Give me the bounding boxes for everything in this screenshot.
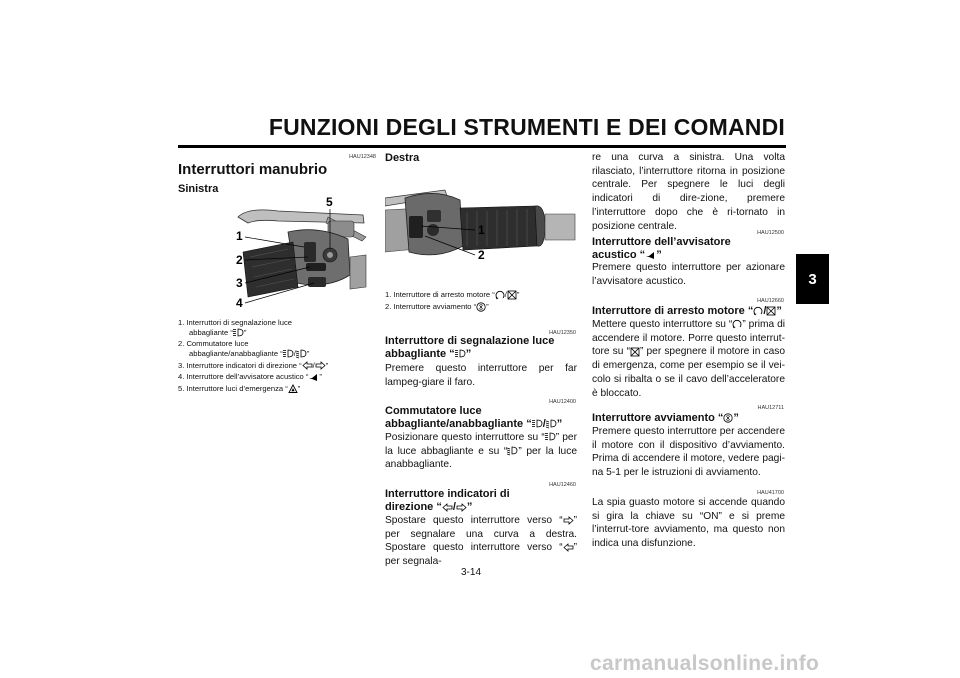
caption-item: 5. Interruttore luci d’emergenza “ ” bbox=[178, 384, 301, 394]
horn-icon bbox=[645, 250, 656, 260]
section-code: HAU12460 bbox=[549, 482, 576, 488]
figure-label: 4 bbox=[236, 296, 243, 310]
engine-stop-icon bbox=[507, 290, 517, 300]
section-code: HAU12711 bbox=[757, 405, 784, 411]
caption-item: 1. Interruttori di segnalazione luce bbox=[178, 318, 292, 327]
caption-item: abbagliante/anabbagliante “ / ” bbox=[189, 348, 310, 358]
low-beam-icon bbox=[507, 446, 518, 456]
section-code: HAU12350 bbox=[549, 330, 576, 336]
caption-item: 2. Interruttore avviamento “ ” bbox=[385, 302, 489, 311]
figure-label: 2 bbox=[236, 253, 243, 267]
section-code: HAU12400 bbox=[549, 399, 576, 405]
section-body: Spostare questo interruttore verso “ ” per segnalare una curva a destra. Spostare questo interruttore verso “ ” per segnala- bbox=[385, 515, 577, 568]
turn-left-icon bbox=[442, 503, 453, 512]
section-body: Premere questo interruttore per far lampeg-giare il faro. bbox=[385, 363, 577, 388]
section-body: Premere questo interruttore per azionare l’avvisatore acustico. bbox=[592, 262, 785, 287]
low-beam-icon bbox=[296, 349, 307, 359]
caption-item: 1. Interruttore di arresto motore “ / ” bbox=[385, 290, 520, 299]
turn-left-icon bbox=[302, 361, 313, 370]
high-beam-icon bbox=[283, 349, 294, 359]
low-beam-icon bbox=[546, 419, 557, 429]
left-handlebar-illustration bbox=[178, 197, 368, 313]
section-body: Mettere questo interruttore su “ ” prima di accendere il motore. Porre questo interrut-tore su “ ” per spegnere il motore in caso di emergenza, come per esempio se il vei-colo si ribalta o se il cavo dell’acceleratore è bloccato. bbox=[592, 319, 785, 399]
caption-item: 4. Interruttore dell’avvisatore acustico “ ” bbox=[178, 372, 322, 382]
caption-item: 2. Commutatore luce bbox=[178, 339, 249, 349]
section-code: HAU41700 bbox=[757, 490, 784, 496]
page-number: 3-14 bbox=[461, 567, 482, 578]
section-body: Premere questo interruttore per accendere il motore con il dispositivo d’avviamento. Prima di accendere il motore, vedere pagi-na 5-1 per le istruzioni di avviamento. bbox=[592, 426, 785, 479]
section-heading: Interruttore di arresto motore “ / ” bbox=[592, 305, 782, 317]
section-heading: Interruttore avviamento “ ” bbox=[592, 412, 739, 424]
section-heading: Interruttore di segnalazione luce abbagliante “ ” bbox=[385, 335, 555, 360]
caption-item: 3. Interruttore indicatori di direzione “ / ” bbox=[178, 360, 329, 370]
turn-right-icon bbox=[315, 361, 326, 370]
figure-caption-list bbox=[385, 290, 580, 312]
figure-label: 1 bbox=[478, 223, 485, 237]
figure-label: 1 bbox=[236, 229, 243, 243]
page-header-title: FUNZIONI DEGLI STRUMENTI E DEI COMANDI bbox=[268, 114, 785, 140]
start-icon bbox=[476, 302, 486, 312]
high-beam-icon bbox=[455, 349, 466, 359]
section-code: HAU12500 bbox=[757, 230, 784, 236]
chapter-tab: 3 bbox=[796, 254, 829, 304]
high-beam-icon bbox=[233, 328, 244, 337]
figure-label: 5 bbox=[326, 197, 333, 209]
horn-icon bbox=[308, 372, 319, 382]
start-icon bbox=[723, 413, 733, 423]
figure-label: 3 bbox=[236, 276, 243, 290]
figure-label: 2 bbox=[478, 248, 485, 262]
high-beam-icon bbox=[545, 432, 556, 442]
section-title: Interruttori manubrio bbox=[178, 161, 328, 178]
continued-text: re una curva a sinistra. Una volta rilasciato, l’interruttore ritorna in posizione centrale. Per spegnere le luci degli indicatori di dire-zione, premere l’interruttore dopo che è ri-tornato in posizione centrale. bbox=[592, 152, 785, 232]
engine-run-icon bbox=[732, 319, 742, 329]
watermark: carmanualsonline.info bbox=[590, 652, 820, 675]
caption-item: abbagliante “ ” bbox=[189, 327, 247, 337]
subsection-title: Sinistra bbox=[178, 183, 219, 195]
turn-left-icon bbox=[563, 543, 574, 552]
engine-run-icon bbox=[753, 306, 763, 316]
section-code: HAU12348 bbox=[349, 154, 376, 160]
section-heading: Commutatore luce abbagliante/anabbagliante “ / ” bbox=[385, 405, 563, 430]
header-divider bbox=[178, 145, 786, 148]
engine-run-icon bbox=[495, 290, 505, 300]
engine-stop-icon bbox=[630, 347, 640, 357]
engine-stop-icon bbox=[766, 306, 776, 316]
right-handlebar-illustration bbox=[385, 168, 577, 280]
section-body: La spia guasto motore si accende quando si gira la chiave su “ON” e si preme l’interrut-tore avviamento, ma questo non indica una disfunzione. bbox=[592, 497, 785, 550]
section-heading: Interruttore indicatori di direzione “ / ” bbox=[385, 488, 510, 513]
figure-caption-list bbox=[178, 318, 373, 394]
turn-right-icon bbox=[456, 503, 467, 512]
turn-right-icon bbox=[563, 516, 574, 525]
subsection-title: Destra bbox=[385, 152, 420, 164]
section-body: Posizionare questo interruttore su “ ” per la luce abbagliante e su “ ” per la luce anabbagliante. bbox=[385, 432, 577, 471]
high-beam-icon bbox=[532, 419, 543, 429]
section-code: HAU12660 bbox=[757, 298, 784, 304]
hazard-icon bbox=[288, 384, 298, 394]
section-heading: Interruttore dell’avvisatore acustico “ ” bbox=[592, 236, 731, 261]
